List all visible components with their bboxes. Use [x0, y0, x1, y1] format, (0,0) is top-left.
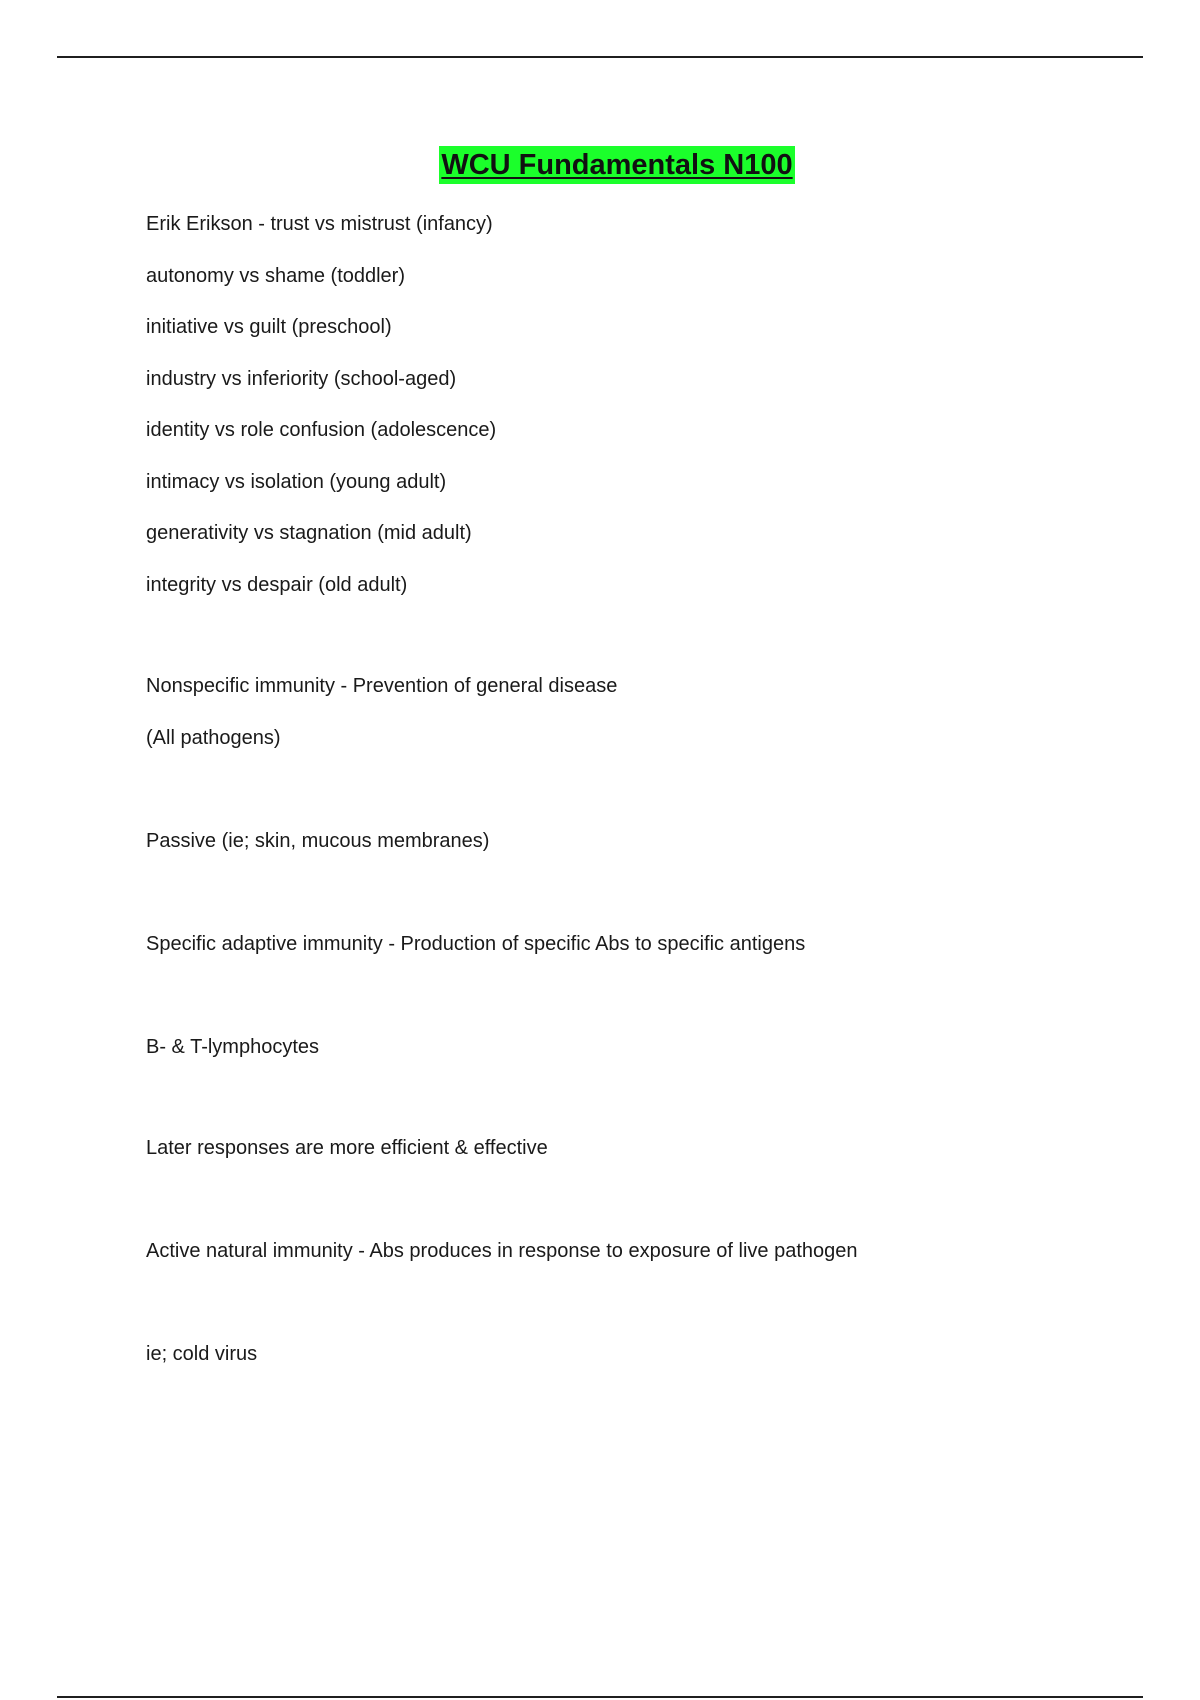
text-line: Later responses are more efficient & effective	[146, 1137, 548, 1159]
text-line: ie; cold virus	[146, 1343, 258, 1365]
text-line: Nonspecific immunity - Prevention of general disease	[146, 675, 618, 697]
text-line: (All pathogens)	[146, 727, 281, 749]
text-line: intimacy vs isolation (young adult)	[146, 471, 447, 493]
header-rule	[57, 56, 1143, 58]
text-line: Passive (ie; skin, mucous membranes)	[146, 830, 490, 852]
footer-rule	[57, 1696, 1143, 1698]
text-line: Active natural immunity - Abs produces in response to exposure of live pathogen	[146, 1240, 858, 1262]
document-title: WCU Fundamentals N100	[439, 146, 794, 184]
text-line: integrity vs despair (old adult)	[146, 574, 408, 596]
text-line: Specific adaptive immunity - Production of specific Abs to specific antigens	[146, 933, 806, 955]
text-line: industry vs inferiority (school-aged)	[146, 368, 457, 390]
text-line: identity vs role confusion (adolescence)	[146, 419, 497, 441]
text-line: generativity vs stagnation (mid adult)	[146, 522, 472, 544]
title-container	[0, 146, 1200, 184]
text-line: autonomy vs shame (toddler)	[146, 265, 406, 287]
text-line: B- & T-lymphocytes	[146, 1036, 320, 1058]
text-line: initiative vs guilt (preschool)	[146, 316, 392, 338]
text-line: Erik Erikson - trust vs mistrust (infancy)	[146, 213, 493, 235]
